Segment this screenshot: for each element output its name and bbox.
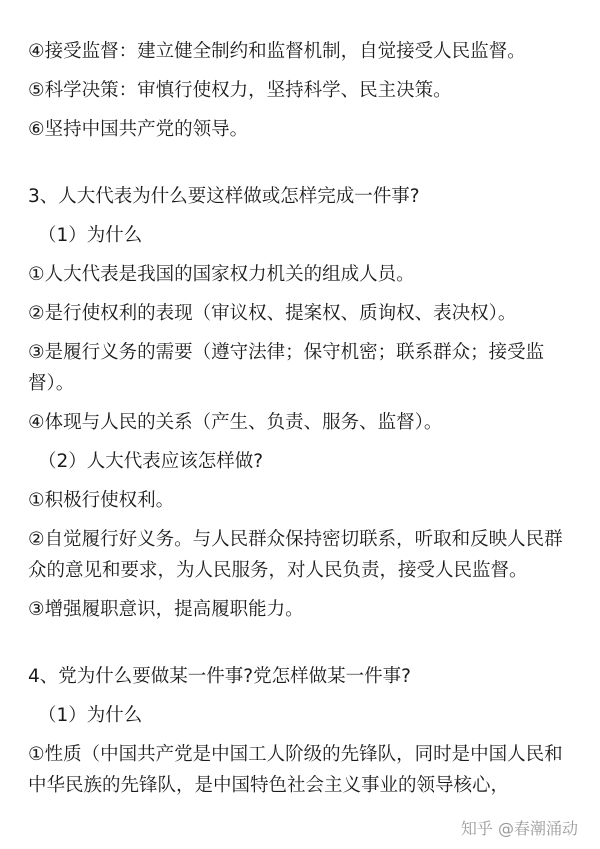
section-heading: 4、党为什么要做某一件事?党怎样做某一件事? xyxy=(28,666,411,687)
document-body xyxy=(28,36,576,809)
subsection-heading: （1）为什么 xyxy=(38,705,143,726)
text-line: ④体现与人民的关系（产生、负责、服务、监督）。 xyxy=(28,412,443,433)
text-line: ①人大代表是我国的国家权力机关的组成人员。 xyxy=(28,264,415,285)
text-line: ②自觉履行好义务。与人民群众保持密切联系，听取和反映人民群众的意见和要求，为人民服务，对人民负责，接受人民监督。 xyxy=(28,529,563,581)
text-line: ⑤科学决策：审慎行使权力，坚持科学、民主决策。 xyxy=(28,80,452,101)
subsection-heading: （1）为什么 xyxy=(38,225,143,246)
text-line: ⑥坚持中国共产党的领导。 xyxy=(28,119,249,140)
text-line: ①性质（中国共产党是中国工人阶级的先锋队，同时是中国人民和中华民族的先锋队，是中国特色社会主义事业的领导核心， xyxy=(28,744,563,796)
watermark: 知乎 @春潮涌动 xyxy=(460,819,578,838)
section-heading: 3、人大代表为什么要这样做或怎样完成一件事? xyxy=(28,186,420,207)
text-line: ③是履行义务的需要（遵守法律；保守机密；联系群众；接受监督）。 xyxy=(28,342,545,394)
text-line: ②是行使权利的表现（审议权、提案权、质询权、表决权）。 xyxy=(28,303,517,324)
text-line: ④接受监督：建立健全制约和监督机制，自觉接受人民监督。 xyxy=(28,41,526,62)
subsection-heading: （2）人大代表应该怎样做? xyxy=(38,451,264,472)
text-line: ①积极行使权利。 xyxy=(28,490,175,511)
text-line: ③增强履职意识，提高履职能力。 xyxy=(28,599,304,620)
